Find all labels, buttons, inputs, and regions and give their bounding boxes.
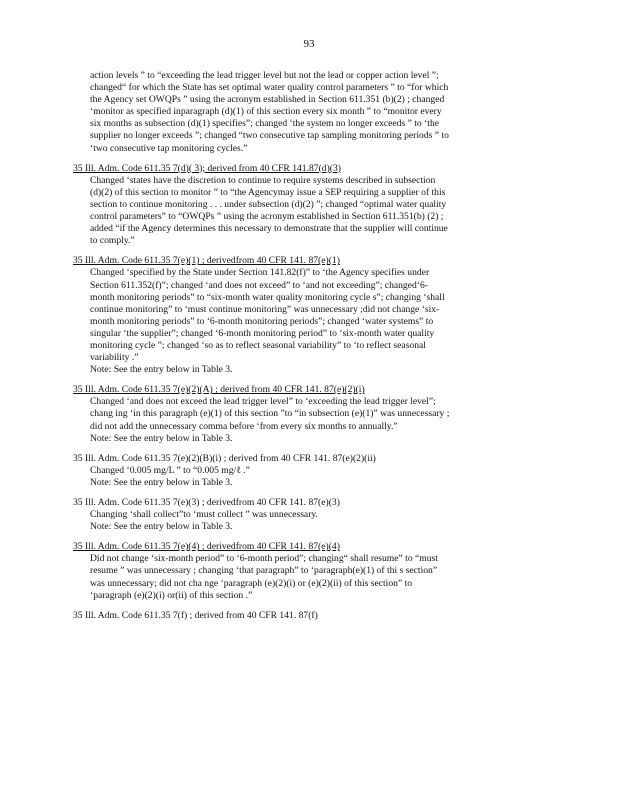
entry-body: Did not change ‘six-month period” to ‘6-month period”; changing“ shall resume” to “must resume ” was unnecessary ; changing ‘that paragraph” to ‘paragraph(e)(1) of thi s section” was unnecessary; did not cha nge ‘paragraph (e)(2)(i) or (e)(2)(ii) of this section” to ‘paragraph (e)(2)(i) or(ii) of this section .” [90,553,438,601]
entry-heading: 35 Ill. Adm. Code 611.35 7(e)(4) ; derivedfrom 40 CFR 141. 87(e)(4) [73,541,340,553]
entry-611-357-e2a [73,384,543,444]
entry-heading: 35 Ill. Adm. Code 611.35 7(e)(3) ; derivedfrom 40 CFR 141. 87(e)(3) [73,497,340,508]
entry-body: Changed ‘0.005 mg/L ” to “0.005 mg/ℓ .” [90,464,250,476]
document-body [73,70,543,630]
entry-611-357-e3 [73,497,543,533]
entry-611-357-e2bi [73,453,543,489]
entry-heading: 35 Ill. Adm. Code 611.35 7(e)(1) ; derivedfrom 40 CFR 141. 87(e)(1) [73,255,340,267]
entry-body: Changed ‘specified by the State under Section 141.82(f)” to ‘the Agency specifies under Section 611.352(f)”; changed ‘and does not exceed” to ‘and not exceeding”; changed‘6- month monitoring periods” to “six-month water quality monitoring cycle s”; changing ‘shall continue monitoring” to ‘must continue monitoring” was unnecessary ;did not change ‘six- month monitoring periods” to ‘6-month monitoring periods”; changed ‘water systems” to singular ‘the supplier”; changed ‘6-month monitoring period” to ‘six-month water quality monitoring cycle ”; changed ‘so as to reflect seasonal variability” to ‘to reflect seasonal variability .” [90,267,445,364]
entry-611-357-f [73,610,543,622]
page-number: 93 [303,38,315,50]
entry-heading: 35 Ill. Adm. Code 611.35 7(e)(2)(A) ; derived from 40 CFR 141. 87(e)(2)(i) [73,384,365,396]
entry-body: Changed ‘and does not exceed the lead trigger level” to ‘exceeding the lead trigger level”; chang ing ‘in this paragraph (e)(1) of this section ”to “in subsection (e)(1)” was unnecessary ; did not add the unnecessary comma before ‘from every six months to annually.” [90,396,450,432]
entry-body: Changing ‘shall collect”to ‘must collect ” was unnecessary. [90,509,318,521]
entry-heading: 35 Ill. Adm. Code 611.35 7(e)(2)(B)(i) ; derived from 40 CFR 141. 87(e)(2)(ii) [73,452,376,464]
entry-heading: 35 Ill. Adm. Code 611.35 7(d)( 3); derived from 40 CFR 141.87(d)(3) [73,162,341,174]
entry-heading: 35 Ill. Adm. Code 611.35 7(f) ; derived from 40 CFR 141. 87(f) [73,609,318,621]
entry-611-357-e4 [73,541,543,601]
entry-note: Note: See the entry below in Table 3. [90,521,233,533]
entry-611-357-e1 [73,255,543,376]
continuation-paragraph: action levels ” to “exceeding the lead trigger level but not the lead or copper action level ”; changed“ for which the State has set optimal water quality control parameters ” to “for which the Agency set OWQPs ” using the acronym established in Section 611.351 (b)(2) ; changed ‘monitor as specified inparagraph (d)(1) of this section every six month ” to “monitor every six months as subsection (d)(1) specifies”; changed ‘the system no longer exceeds ” to ‘the supplier no longer exceeds ”; changed “two consecutive tap sampling monitoring periods ” to ‘two consecutive tap monitoring cycles.” [90,70,449,154]
entry-note: Note: See the entry below in Table 3. [90,432,233,444]
entry-note: Note: See the entry below in Table 3. [90,364,233,376]
entry-body: Changed ‘states have the discretion to continue to require systems described in subsection (d)(2) of this section to monitor ” to “the Agencymay issue a SEP requiring a supplier of this section to continue monitoring . . . under subsection (d)(2) ”; changed “optimal water quality control parameters” to “OWQPs ” using the acronym established in Section 611.351(b) (2) ; added “if the Agency determines this necessary to demonstrate that the supplier will continue to comply.” [90,174,448,247]
entry-611-357-d3 [73,163,543,248]
entry-note: Note: See the entry below in Table 3. [90,476,233,488]
